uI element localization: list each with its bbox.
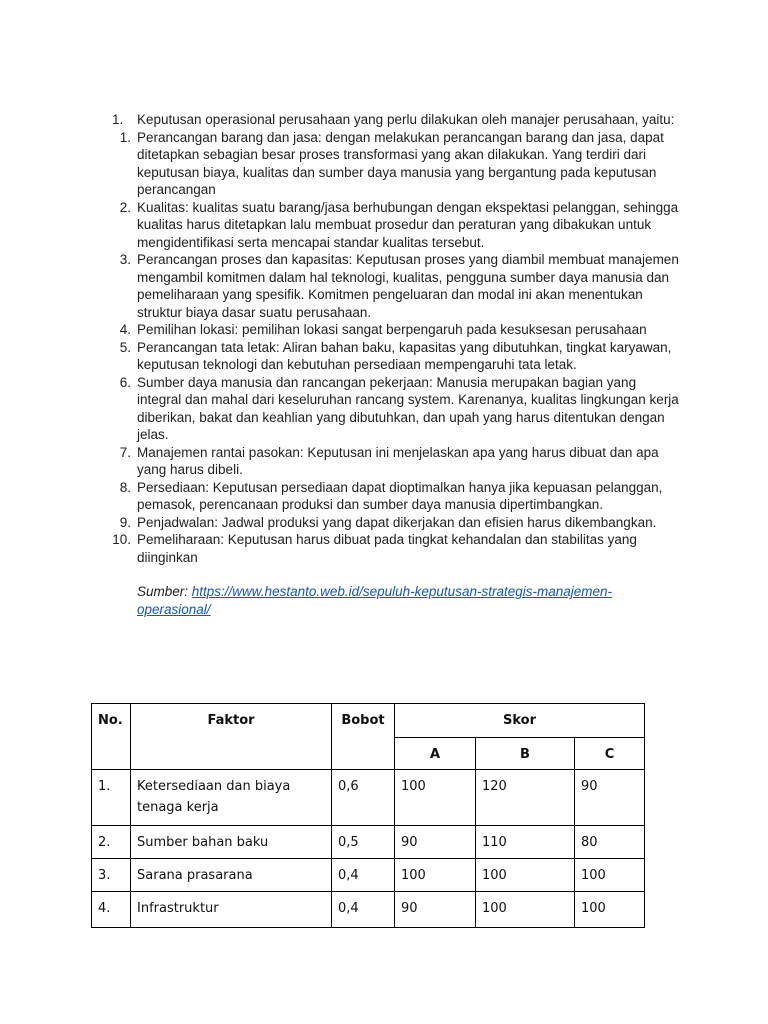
source-label: Sumber: <box>137 584 192 599</box>
header-bobot: Bobot <box>332 704 395 770</box>
cell-skor-b: 100 <box>476 892 575 928</box>
cell-bobot: 0,4 <box>332 892 395 928</box>
main-item-text: Keputusan operasional perusahaan yang perlu dilakukan oleh manajer perusahaan, yaitu: <box>137 112 675 127</box>
header-skor-c: C <box>575 738 645 770</box>
cell-faktor: Sarana prasarana <box>131 859 332 892</box>
list-item-number: 6. <box>119 374 131 390</box>
source-link[interactable]: https://www.hestanto.web.id/sepuluh-keputusan-strategis-manajemen-operasional/ <box>137 584 613 617</box>
cell-skor-c: 100 <box>575 892 645 928</box>
cell-no: 2. <box>92 826 131 859</box>
list-item <box>91 321 682 339</box>
cell-no: 1. <box>92 770 131 826</box>
cell-skor-c: 90 <box>575 770 645 826</box>
table-row <box>92 859 645 892</box>
list-item-number: 7. <box>119 444 131 460</box>
cell-bobot: 0,5 <box>332 826 395 859</box>
header-no: No. <box>92 704 131 770</box>
factor-score-table <box>91 703 645 928</box>
list-item <box>91 479 682 514</box>
list-item-number: 2. <box>119 199 131 215</box>
list-item-text: Sumber daya manusia dan rancangan pekerjaan: Manusia merupakan bagian yang integral dan mahal dari keseluruhan rancang system. Karenanya, kualitas lingkungan kerja diberikan, bakat dan keahlian yang dibutuhkan, dan upah yang harus ditentukan dengan jelas. <box>137 374 679 442</box>
list-item <box>91 251 682 321</box>
list-item-text: Manajemen rantai pasokan: Keputusan ini menjelaskan apa yang harus dibuat dan apa yang harus dibeli. <box>137 444 659 477</box>
list-item <box>91 531 682 566</box>
cell-skor-c: 100 <box>575 859 645 892</box>
list-item-text: Perancangan tata letak: Aliran bahan baku, kapasitas yang dibutuhkan, tingkat karyawan, keputusan teknologi dan kebutuhan persediaan mempengaruhi tata letak. <box>137 339 672 372</box>
cell-no: 4. <box>92 892 131 928</box>
list-item-number: 5. <box>119 339 131 355</box>
cell-faktor: Sumber bahan baku <box>131 826 332 859</box>
cell-skor-a: 90 <box>395 826 476 859</box>
list-item-text: Pemilihan lokasi: pemilihan lokasi sangat berpengaruh pada kesuksesan perusahaan <box>137 322 647 337</box>
cell-skor-c: 80 <box>575 826 645 859</box>
table-row <box>92 770 645 826</box>
cell-no: 3. <box>92 859 131 892</box>
list-item-number: 1. <box>119 129 131 145</box>
cell-faktor: Ketersediaan dan biaya tenaga kerja <box>131 770 332 826</box>
list-item-text: Persediaan: Keputusan persediaan dapat dioptimalkan hanya jika kepuasan pelanggan, pemasok, perencanaan produksi dan sumber daya manusia dipertimbangkan. <box>137 479 663 512</box>
cell-skor-b: 110 <box>476 826 575 859</box>
cell-skor-a: 90 <box>395 892 476 928</box>
list-item <box>91 339 682 374</box>
table-row <box>92 892 645 928</box>
list-item-number: 4. <box>119 322 131 337</box>
header-skor: Skor <box>395 704 645 738</box>
cell-skor-b: 120 <box>476 770 575 826</box>
list-item <box>91 514 682 532</box>
list-item-text: Penjadwalan: Jadwal produksi yang dapat dikerjakan dan efisien harus dikembangkan. <box>137 514 657 530</box>
list-item-text: Perancangan proses dan kapasitas: Keputusan proses yang diambil membuat manajemen mengambil komitmen dalam hal teknologi, kualitas, pengguna sumber daya manusia dan pemeliharaan yang spesifik. Komitmen pengeluaran dan modal ini akan menentukan struktur biaya dasar suatu perusahaan. <box>137 252 679 320</box>
header-faktor: Faktor <box>131 704 332 770</box>
list-item-number: 8. <box>119 479 131 495</box>
cell-faktor: Infrastruktur <box>131 892 332 928</box>
source-line <box>137 583 682 618</box>
cell-bobot: 0,6 <box>332 770 395 826</box>
list-item <box>91 374 682 444</box>
cell-skor-b: 100 <box>476 859 575 892</box>
list-item-text: Perancangan barang dan jasa: dengan melakukan perancangan barang dan jasa, dapat ditetapkan sebagian besar proses transformasi yang akan dilakukan. Yang terdiri dari keputusan biaya, kualitas dan sumber daya manusia yang bergantung pada keputusan perancangan <box>137 129 664 197</box>
list-item-text: Kualitas: kualitas suatu barang/jasa berhubungan dengan ekspektasi pelanggan, sehingga kualitas harus ditetapkan lalu membuat prosedur dan peraturan yang dibakukan untuk mengidentifikasi serta mencapai standar kualitas tersebut. <box>137 199 679 250</box>
table-row <box>92 826 645 859</box>
main-list-item <box>112 111 682 618</box>
list-item-text: Pemeliharaan: Keputusan harus dibuat pada tingkat kehandalan dan stabilitas yang diinginkan <box>137 532 637 565</box>
cell-skor-a: 100 <box>395 859 476 892</box>
main-item-number: 1. <box>112 112 124 127</box>
list-item-number: 3. <box>119 252 131 267</box>
list-item-number: 9. <box>119 514 131 530</box>
header-skor-a: A <box>395 738 476 770</box>
list-item <box>91 199 682 252</box>
sub-list <box>112 129 682 567</box>
cell-skor-a: 100 <box>395 770 476 826</box>
list-item <box>91 444 682 479</box>
cell-bobot: 0,4 <box>332 859 395 892</box>
list-item-number: 10. <box>112 532 131 547</box>
list-item <box>91 129 682 199</box>
header-skor-b: B <box>476 738 575 770</box>
